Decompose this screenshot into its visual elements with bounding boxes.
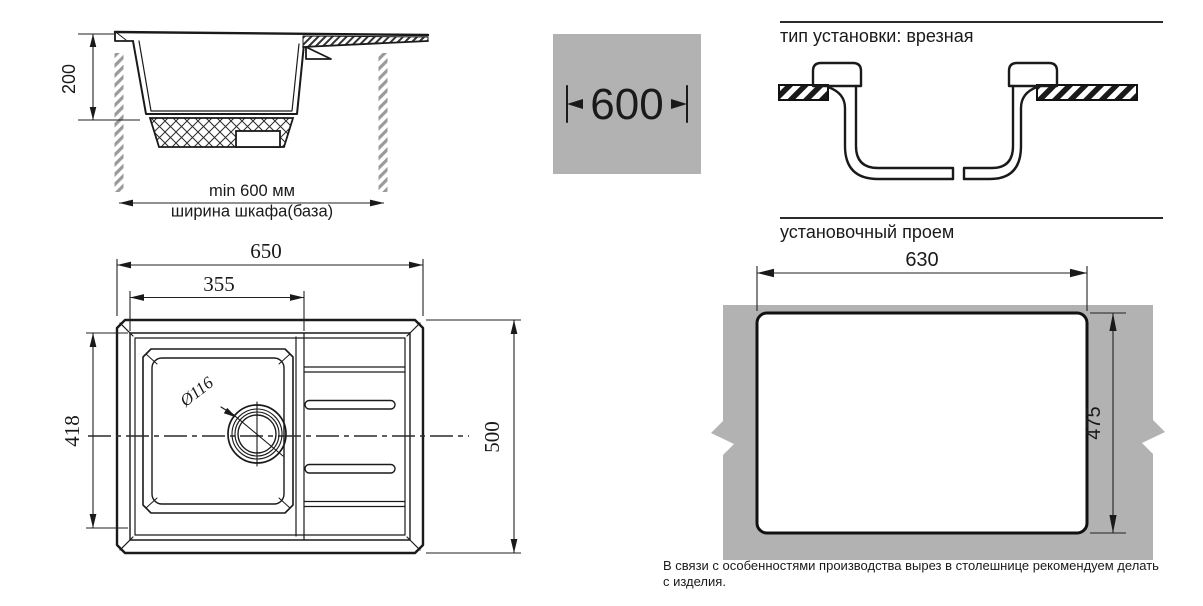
cutout-drawing <box>711 249 1165 560</box>
cabinet-width-dimension <box>119 182 384 221</box>
overall-width-label: 650 <box>250 239 282 263</box>
bowl-width-dimension <box>130 272 304 331</box>
overall-width-dimension <box>117 239 423 316</box>
production-note: В связи с особенностями производства вырез в столешнице рекомендуем делать с изделия. <box>663 558 1159 590</box>
cabinet-width-value: 600 <box>590 80 664 129</box>
mount-section-drawing <box>779 63 1137 179</box>
opening-heading: установочный проем <box>780 217 1163 243</box>
overall-height-label: 500 <box>480 421 504 453</box>
bowl-width-label: 355 <box>203 272 235 296</box>
cutout-opening <box>757 313 1087 533</box>
cabinet-width-spec-box <box>553 34 701 174</box>
bowl-plan <box>143 349 293 513</box>
drain-diameter-label: Ø116 <box>176 372 217 411</box>
cabinet-width-caption: ширина шкафа(база) <box>170 202 334 221</box>
cabinet-wall-right <box>379 53 388 192</box>
drainboard-rib <box>305 465 395 474</box>
opening-height-label: 475 <box>1083 406 1105 440</box>
min-cabinet-width-label: min 600 мм <box>209 182 295 200</box>
drainboard-plan <box>296 333 405 540</box>
cabinet-cross-section-drawing <box>59 32 428 221</box>
rim-gusset <box>306 47 331 59</box>
drain-boss <box>236 131 280 147</box>
installation-type-heading: тип установки: врезная <box>780 21 1163 47</box>
countertop-section-right <box>1037 85 1137 100</box>
cutout-width-dimension <box>757 249 1087 311</box>
bowl-height-label: 418 <box>60 415 84 447</box>
depth-dimension <box>59 34 140 120</box>
drain-plan <box>176 373 286 466</box>
drainboard-rib <box>305 401 395 410</box>
cabinet-wall-left <box>115 53 124 192</box>
opening-width-label: 630 <box>905 249 939 271</box>
countertop-section-left <box>779 85 828 100</box>
sink-plan-drawing <box>60 239 521 553</box>
depth-dimension-label: 200 <box>59 63 79 95</box>
